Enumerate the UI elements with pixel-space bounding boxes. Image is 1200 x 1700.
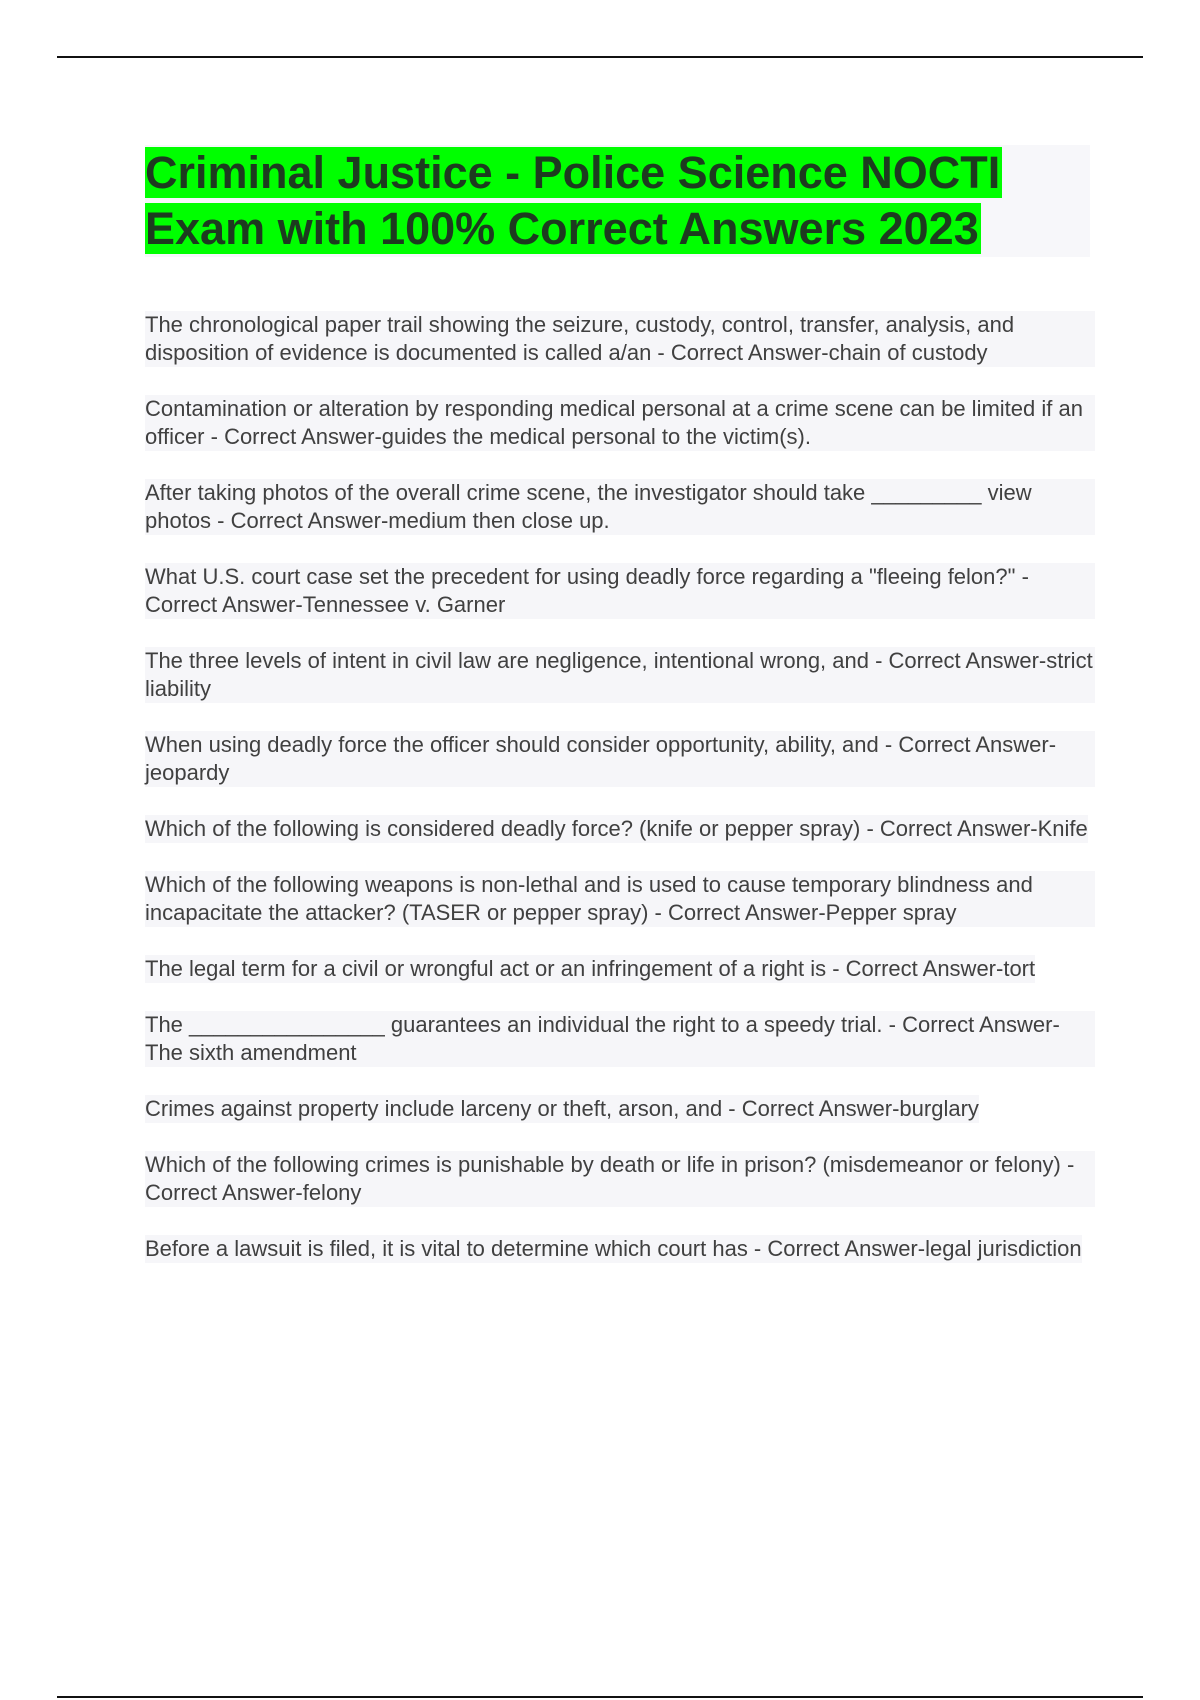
header-rule xyxy=(57,56,1143,58)
page-title xyxy=(145,145,1090,257)
qa-item: After taking photos of the overall crime scene, the investigator should take _________ view photos - Correct Answer-medium then close up. xyxy=(145,479,1095,535)
qa-item: The ________________ guarantees an individual the right to a speedy trial. - Correct Answer-The sixth amendment xyxy=(145,1011,1095,1067)
qa-item: Which of the following crimes is punishable by death or life in prison? (misdemeanor or felony) - Correct Answer-felony xyxy=(145,1151,1095,1207)
footer-rule xyxy=(57,1696,1143,1698)
title-block xyxy=(145,145,1090,257)
qa-item: Which of the following is considered deadly force? (knife or pepper spray) - Correct Answer-Knife xyxy=(145,816,1088,841)
qa-item: Which of the following weapons is non-lethal and is used to cause temporary blindness and incapacitate the attacker? (TASER or pepper spray) - Correct Answer-Pepper spray xyxy=(145,871,1095,927)
title-highlight: Criminal Justice - Police Science NOCTI Exam with 100% Correct Answers 2023 xyxy=(145,147,1001,254)
qa-item: When using deadly force the officer should consider opportunity, ability, and - Correct Answer-jeopardy xyxy=(145,731,1095,787)
qa-item: Contamination or alteration by responding medical personal at a crime scene can be limited if an officer - Correct Answer-guides the medical personal to the victim(s). xyxy=(145,395,1095,451)
qa-item: Before a lawsuit is filed, it is vital to determine which court has - Correct Answer-legal jurisdiction xyxy=(145,1236,1082,1261)
qa-item: The legal term for a civil or wrongful act or an infringement of a right is - Correct Answer-tort xyxy=(145,956,1036,981)
qa-item: The three levels of intent in civil law are negligence, intentional wrong, and - Correct Answer-strict liability xyxy=(145,647,1095,703)
qa-list xyxy=(145,311,1095,1291)
qa-item: What U.S. court case set the precedent for using deadly force regarding a "fleeing felon?" - Correct Answer-Tennessee v. Garner xyxy=(145,563,1095,619)
qa-item: The chronological paper trail showing the seizure, custody, control, transfer, analysis, and disposition of evidence is documented is called a/an - Correct Answer-chain of custody xyxy=(145,311,1095,367)
qa-item: Crimes against property include larceny or theft, arson, and - Correct Answer-burglary xyxy=(145,1096,979,1121)
